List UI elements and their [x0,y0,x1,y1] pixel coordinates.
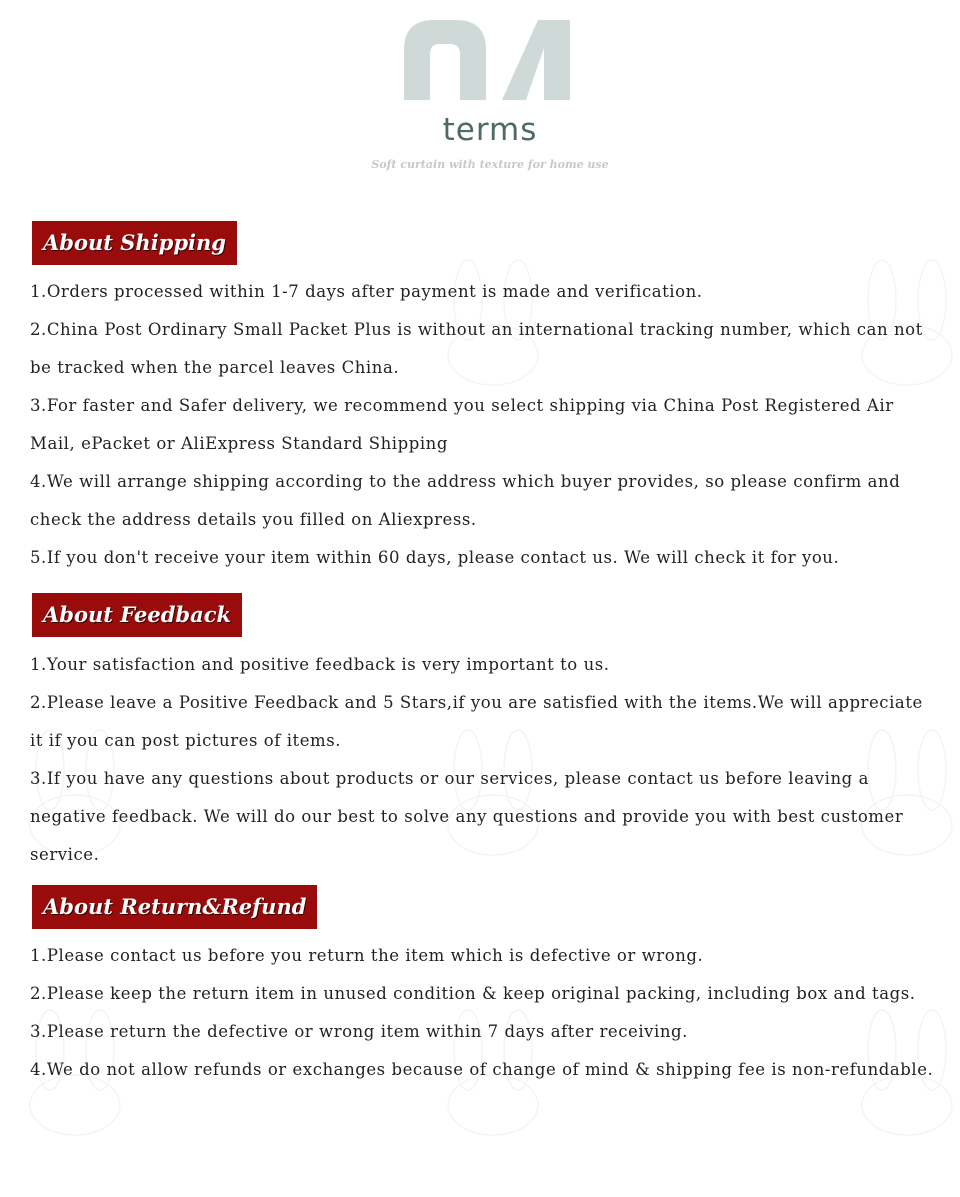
return-refund-list [30,937,935,1089]
list-item: 2.Please leave a Positive Feedback and 5 Stars,if you are satisfied with the items.We will appreciate it if you can post pictures of items. [30,693,923,750]
list-item: 2.Please keep the return item in unused condition & keep original packing, including box and tags. [30,984,916,1003]
brand-logo-icon [404,20,572,100]
list-item: 3.If you have any questions about products or our services, please contact us before leaving a negative feedback. We will do our best to solve any questions and provide you with best customer service. [30,769,904,864]
list-item: 5.If you don't receive your item within 60 days, please contact us. We will check it for you. [30,548,840,567]
header [0,0,960,200]
list-item: 3.For faster and Safer delivery, we recommend you select shipping via China Post Registered Air Mail, ePacket or AliExpress Standard Shipping [30,396,894,453]
page-subtitle: Soft curtain with texture for home use [371,158,609,171]
section-tag-shipping: About Shipping [32,221,237,265]
list-item: 4.We will arrange shipping according to the address which buyer provides, so please confirm and check the address details you filled on Aliexpress. [30,472,901,529]
list-item: 3.Please return the defective or wrong item within 7 days after receiving. [30,1022,688,1041]
list-item: 1.Orders processed within 1-7 days after payment is made and verification. [30,282,703,301]
shipping-list [30,273,935,577]
section-tag-return-refund: About Return&Refund [32,885,317,929]
list-item: 2.China Post Ordinary Small Packet Plus is without an international tracking number, which can not be tracked when the parcel leaves China. [30,320,923,377]
list-item: 4.We do not allow refunds or exchanges because of change of mind & shipping fee is non-refundable. [30,1060,934,1079]
page-title: terms [442,112,538,148]
list-item: 1.Your satisfaction and positive feedback is very important to us. [30,655,610,674]
list-item: 1.Please contact us before you return the item which is defective or wrong. [30,946,704,965]
feedback-list [30,646,935,874]
section-tag-feedback: About Feedback [32,593,242,637]
